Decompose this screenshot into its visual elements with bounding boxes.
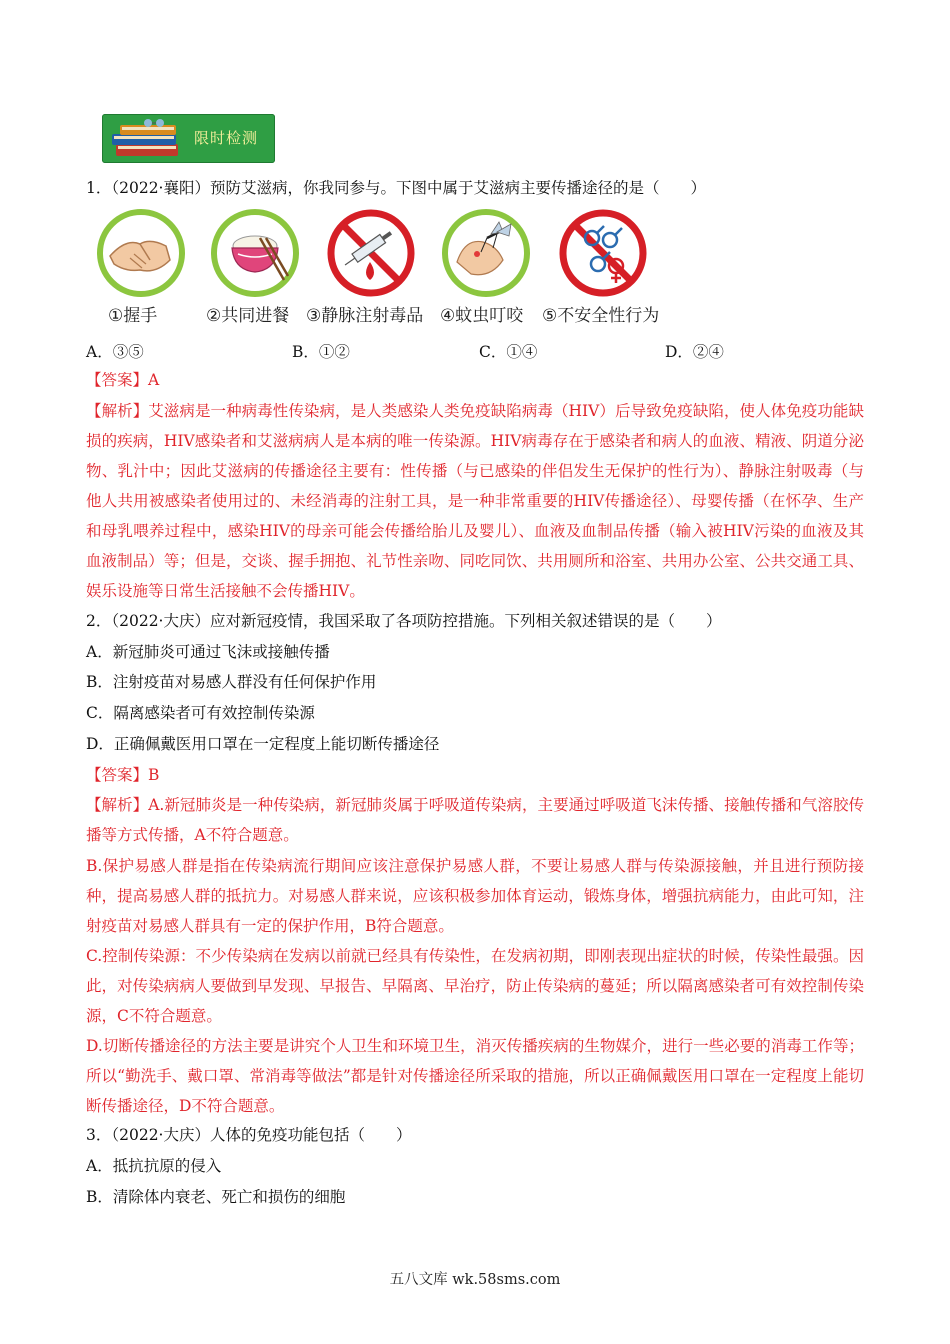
q1-answer-tag: 【答案】 [86, 371, 149, 389]
q1-icon-label-1: ①握手 [108, 306, 158, 326]
q2-analysis-b: B.保护易感人群是指在传染病流行期间应该注意保护易感人群，不要让易感人群与传染源接触，并且进行预防接种，提高易感人群的抵抗力。对易感人群来说，应该积极参加体育运动，锻炼身体，增强抗病能力，由此可知，注射疫苗对易感人群具有一定的保护作用，B符合题意。 [86, 857, 864, 935]
q1-icon-label-5: ⑤不安全性行为 [542, 306, 660, 326]
q2-analysis-tag: 【解析】 [86, 796, 149, 814]
q1-option-b: B．①② [292, 343, 350, 361]
syringe-icon [326, 208, 416, 298]
section-banner [102, 114, 275, 163]
q2-analysis-a-text: A.新冠肺炎是一种传染病，新冠肺炎属于呼吸道传染病，主要通过呼吸道飞沫传播、接触传播和气溶胶传播等方式传播，A不符合题意。 [86, 796, 864, 844]
q3-option-b: B．清除体内衰老、死亡和损伤的细胞 [86, 1188, 346, 1206]
q1-option-a: A．③⑤ [86, 343, 144, 361]
q1-analysis-tag: 【解析】 [86, 402, 149, 420]
handshake-icon [96, 208, 186, 298]
q2-option-b: B．注射疫苗对易感人群没有任何保护作用 [86, 673, 377, 691]
books-icon [108, 118, 188, 160]
q1-icon-label-4: ④蚊虫叮咬 [440, 306, 524, 326]
q1-answer [86, 370, 159, 390]
q1-icon-label-2: ②共同进餐 [206, 306, 290, 326]
gender-symbols-icon [558, 208, 648, 298]
q1-option-d: D．②④ [665, 343, 724, 361]
q1-analysis [86, 396, 864, 606]
q1-figure [96, 208, 676, 326]
q1-option-c: C．①④ [479, 343, 538, 361]
q2-stem: 2．（2022·大庆）应对新冠疫情，我国采取了各项防控措施。下列相关叙述错误的是（ ） [86, 612, 722, 630]
q2-analysis-c: C.控制传染源：不少传染病在发病以前就已经具有传染性，在发病初期，即刚表现出症状的时候，传染性最强。因此，对传染病病人要做到早发现、早报告、早隔离、早治疗，防止传染病的蔓延；所以隔离感染者可有效控制传染源，C不符合题意。 [86, 947, 864, 1025]
q2-option-d: D．正确佩戴医用口罩在一定程度上能切断传播途径 [86, 735, 440, 753]
q2-answer-value: B [148, 766, 160, 784]
q3-option-a: A．抵抗抗原的侵入 [86, 1157, 222, 1175]
banner-title: 限时检测 [194, 129, 259, 147]
rice-bowl-icon [210, 208, 300, 298]
q1-icon-label-3: ③静脉注射毒品 [306, 306, 424, 326]
q2-option-c: C．隔离感染者可有效控制传染源 [86, 704, 315, 722]
q2-answer [86, 765, 159, 785]
q2-option-a: A．新冠肺炎可通过飞沫或接触传播 [86, 643, 330, 661]
q2-analysis-a [86, 790, 864, 850]
q2-analysis-d: D.切断传播途径的方法主要是讲究个人卫生和环境卫生，消灭传播疾病的生物媒介，进行一些必要的消毒工作等；所以“勤洗手、戴口罩、常消毒等做法”都是针对传播途径所采取的措施，所以正确佩戴医用口罩在一定程度上能切断传播途径，D不符合题意。 [86, 1037, 864, 1115]
q1-analysis-text: 艾滋病是一种病毒性传染病，是人类感染人类免疫缺陷病毒（HIV）后导致免疫缺陷，使人体免疫功能缺损的疾病，HIV感染者和艾滋病病人是本病的唯一传染源。HIV病毒存在于感染者和病人的血液、精液、阴道分泌物、乳汁中；因此艾滋病的传播途径主要有：性传播（与已感染的伴侣发生无保护的性行为）、静脉注射吸毒（与他人共用被感染者使用过的、未经消毒的注射工具，是一种非常重要的HIV传播途径）、母婴传播（在怀孕、生产和母乳喂养过程中，感染HIV的母亲可能会传播给胎儿及婴儿）、血液及血制品传播（输入被HIV污染的血液及其血液制品）等；但是，交谈、握手拥抱、礼节性亲吻、同吃同饮、共用厕所和浴室、共用办公室、公共交通工具、娱乐设施等日常生活接触不会传播HIV。 [86, 402, 864, 600]
page-footer: 五八文库 wk.58sms.com [389, 1272, 561, 1288]
q2-answer-tag: 【答案】 [86, 766, 149, 784]
mosquito-icon [441, 208, 531, 298]
q1-answer-value: A [148, 371, 160, 389]
q3-stem: 3．（2022·大庆）人体的免疫功能包括（ ） [86, 1126, 412, 1144]
q1-stem: 1．（2022·襄阳）预防艾滋病，你我同参与。下图中属于艾滋病主要传播途径的是（ ） [86, 179, 706, 197]
